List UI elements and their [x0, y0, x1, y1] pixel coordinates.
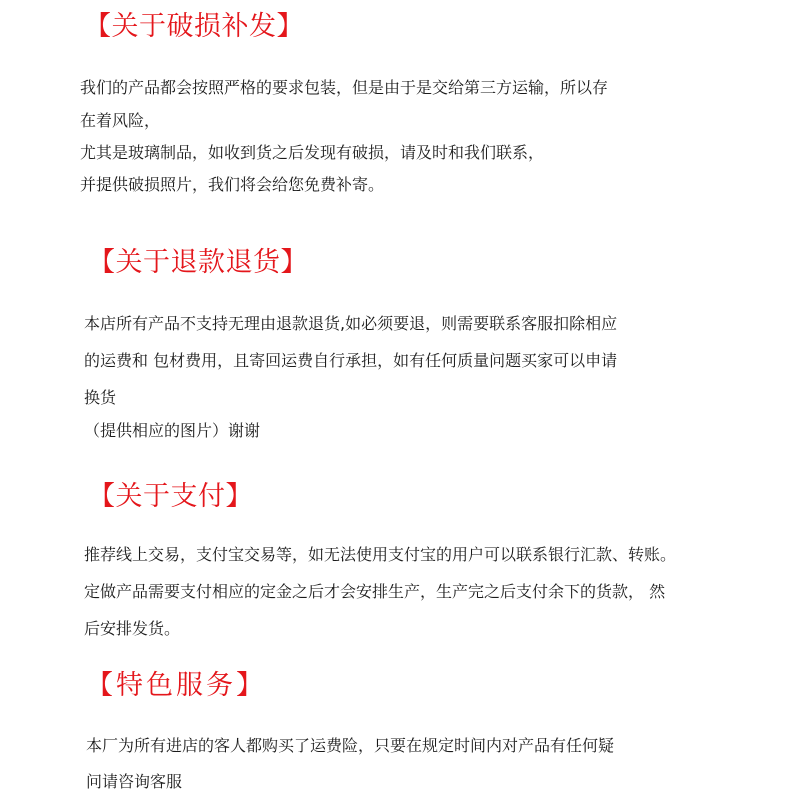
paragraph-line: 本厂为所有进店的客人都购买了运费险，只要在规定时间内对产品有任何疑 — [86, 736, 615, 755]
paragraph-line: 的运费和 包材费用，且寄回运费自行承担，如有任何质量问题买家可以申请 — [84, 351, 618, 370]
paragraph-line: 本店所有产品不支持无理由退款退货,如必须要退，则需要联系客服扣除相应 — [84, 314, 618, 333]
heading-refund-return: 【关于退款退货】 — [88, 247, 308, 278]
paragraph-line: 后安排发货。 — [84, 619, 181, 638]
paragraph-damage-reissue — [80, 78, 608, 208]
paragraph-special-service — [86, 736, 614, 808]
paragraph-line: 换货 — [84, 388, 117, 407]
heading-payment: 【关于支付】 — [88, 481, 253, 512]
heading-special-service: 【特色服务】 — [86, 670, 266, 701]
heading-damage-reissue: 【关于破损补发】 — [84, 11, 304, 42]
paragraph-line: 在着风险， — [80, 111, 161, 130]
paragraph-payment — [84, 545, 676, 656]
paragraph-line: 定做产品需要支付相应的定金之后才会安排生产，生产完之后支付余下的货款， 然 — [84, 582, 666, 601]
paragraph-line: 并提供破损照片，我们将会给您免费补寄。 — [80, 175, 385, 194]
paragraph-line: 尤其是玻璃制品，如收到货之后发现有破损，请及时和我们联系， — [80, 143, 545, 162]
paragraph-line: 问请咨询客服 — [86, 772, 183, 791]
paragraph-line: 我们的产品都会按照严格的要求包装，但是由于是交给第三方运输，所以存 — [80, 78, 609, 97]
paragraph-line: （提供相应的图片）谢谢 — [84, 421, 261, 440]
paragraph-refund-return — [84, 314, 617, 458]
paragraph-line: 推荐线上交易，支付宝交易等，如无法使用支付宝的用户可以联系银行汇款、转账。 — [84, 545, 677, 564]
